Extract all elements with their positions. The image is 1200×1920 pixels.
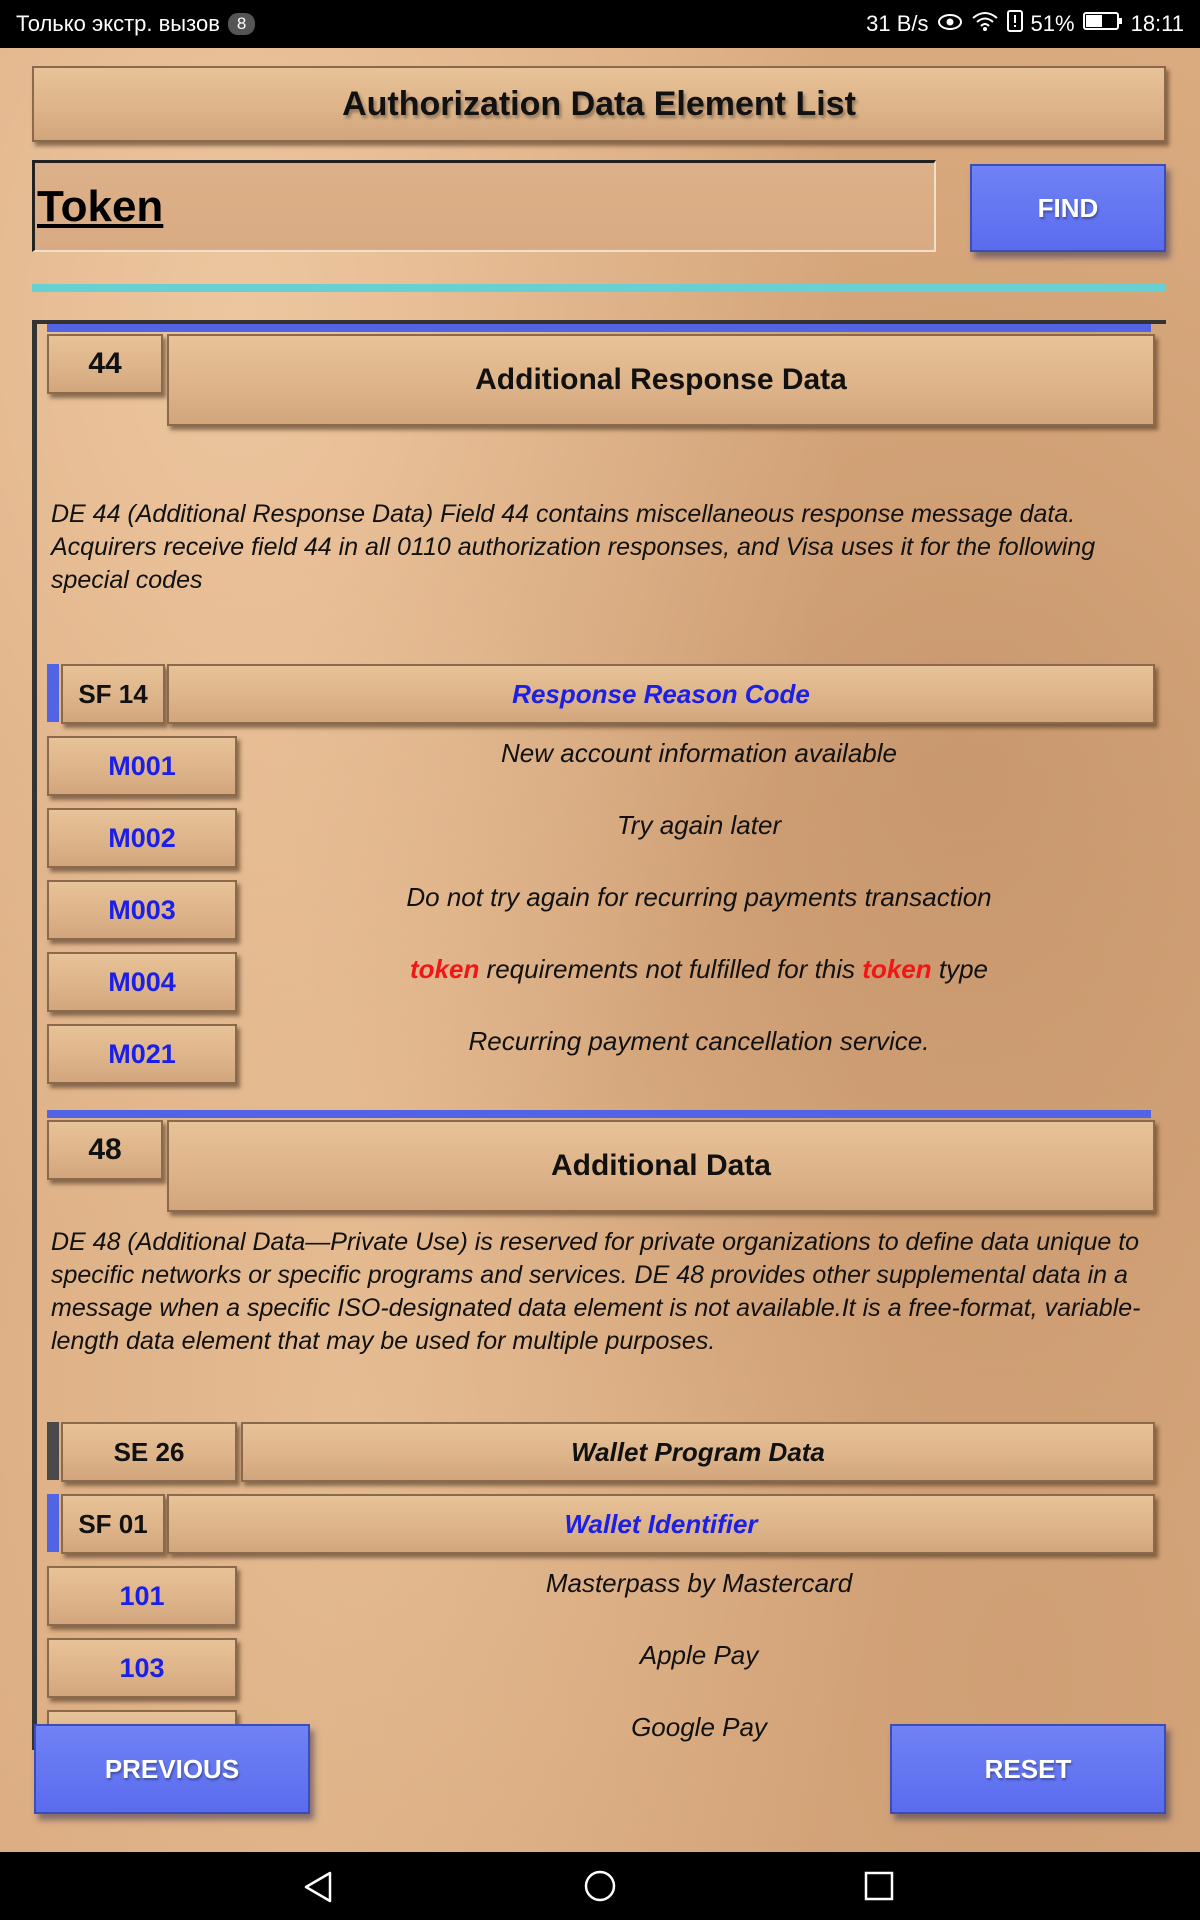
subfield-marker [47,664,59,722]
element-title: Additional Data [167,1120,1155,1212]
sim-alert-icon [1007,10,1023,38]
home-icon[interactable] [583,1869,617,1908]
code-description: Masterpass by Mastercard [545,1568,853,1598]
highlight-term: token [409,954,480,984]
page-title: Authorization Data Element List [32,66,1166,142]
code-description: Do not try again for recurring payments transaction [406,882,992,912]
description-text: requirements not fulfilled for this [479,954,863,984]
subfield-title: Response Reason Code [167,664,1155,724]
element-number: 48 [47,1120,163,1180]
recents-icon[interactable] [864,1871,894,1906]
subelement-title: Wallet Program Data [241,1422,1155,1482]
code-button-101[interactable]: 101 [47,1566,237,1626]
code-description: New account information available [501,738,897,768]
status-left [16,11,255,37]
find-button[interactable]: FIND [970,164,1166,252]
status-right [866,10,1184,38]
code-button-103[interactable]: 103 [47,1638,237,1698]
subfield-code: SF 01 [61,1494,165,1554]
code-description: Recurring payment cancellation service. [468,1026,930,1056]
code-description: Google Pay [631,1712,767,1742]
divider [32,284,1166,292]
code-description [247,954,1151,985]
network-speed: 31 B/s [866,11,929,36]
subfield-title: Wallet Identifier [167,1494,1155,1554]
code-description: Apple Pay [639,1640,759,1670]
element-separator [47,324,1151,332]
element-description: DE 48 (Additional Data—Private Use) is reserved for private organizations to define data unique to specific networks or specific programs and services. DE 48 provides other supplemental data in a message when a specific ISO-designated data element is not available.It is a free-format, variable-length data element that may be used for multiple purposes. [51,1228,1141,1355]
code-button-m003[interactable]: M003 [47,880,237,940]
code-description: Try again later [616,810,782,840]
code-button-m004[interactable]: M004 [47,952,237,1012]
subelement-marker [47,1422,59,1480]
element-description: DE 44 (Additional Response Data) Field 44 contains miscellaneous response message data. Acquirers receive field 44 in all 0110 authorization responses, and Visa uses it for the following special codes [51,500,1096,594]
results-panel[interactable] [32,320,1166,1750]
eye-icon [937,11,963,37]
battery-icon [1083,11,1123,37]
app-screen [0,48,1200,1852]
subfield-code: SF 14 [61,664,165,724]
navigation-bar [0,1852,1200,1920]
element-title: Additional Response Data [167,334,1155,426]
previous-button[interactable]: PREVIOUS [34,1724,310,1814]
description-text: type [931,954,989,984]
code-button-m002[interactable]: M002 [47,808,237,868]
code-button-m001[interactable]: M001 [47,736,237,796]
back-icon[interactable] [302,1870,334,1909]
notification-badge: 8 [228,13,255,35]
status-bar [0,0,1200,48]
reset-button[interactable]: RESET [890,1724,1166,1814]
carrier-text: Только экстр. вызов [16,11,220,36]
highlight-term: token [862,954,932,984]
wifi-icon [971,10,999,38]
element-number: 44 [47,334,163,394]
code-button-m021[interactable]: M021 [47,1024,237,1084]
subelement-code: SE 26 [61,1422,237,1482]
search-input[interactable] [32,160,936,252]
clock: 18:11 [1130,11,1184,36]
battery-percent: 51% [1030,11,1075,36]
element-separator [47,1110,1151,1118]
subfield-marker [47,1494,59,1552]
